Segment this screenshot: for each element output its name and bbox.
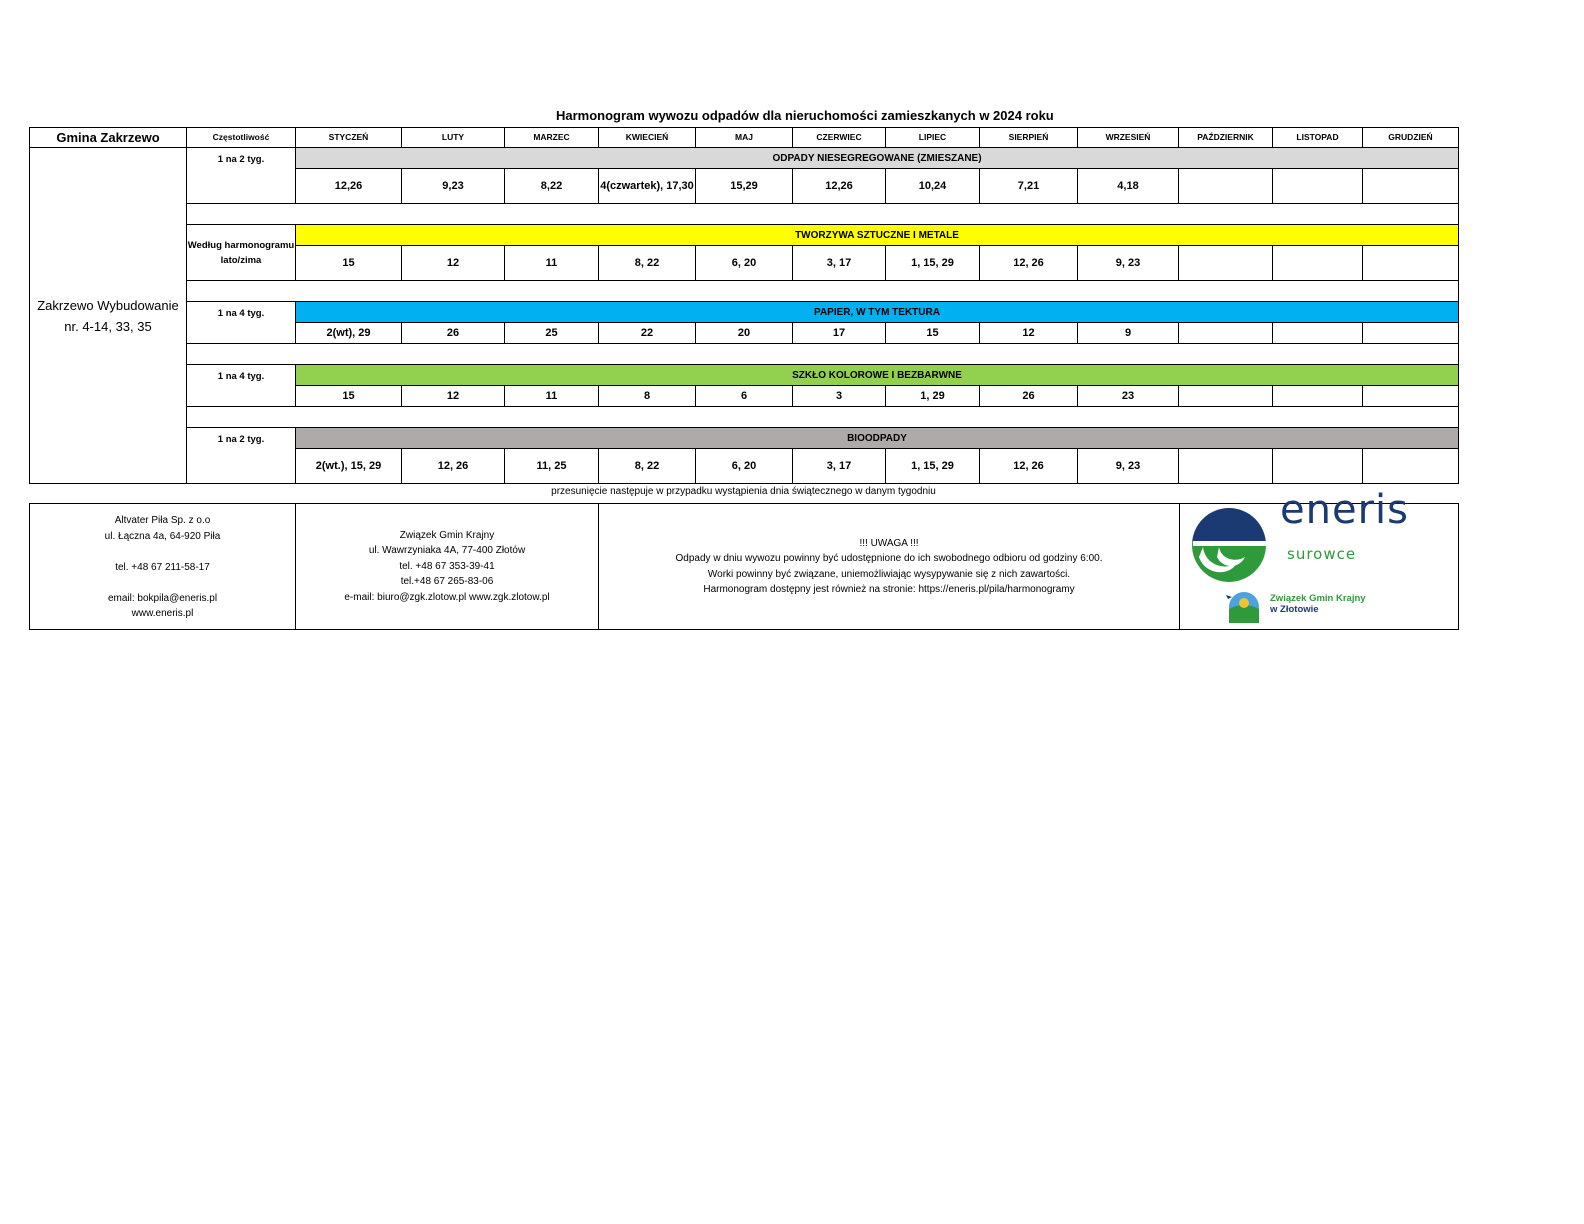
- altvater-address: ul. Łączna 4a, 64-920 Piła: [104, 530, 221, 542]
- pickup-dates-cell: 6, 20: [696, 449, 793, 484]
- waste-category-band: BIOODPADY: [296, 428, 1459, 449]
- schedule-table: [29, 127, 1459, 484]
- pickup-dates-cell: [1363, 386, 1459, 407]
- warning-line-1: Odpady w dniu wywozu powinny być udostępnione do ich swobodnego odbioru od godziny 6:00.: [675, 553, 1103, 564]
- section-label-row: [30, 365, 1459, 386]
- location-cell: Zakrzewo Wybudowanie nr. 4-14, 33, 35: [30, 148, 187, 484]
- altvater-email[interactable]: email: bokpila@eneris.pl: [107, 592, 218, 604]
- pickup-dates-cell: [1363, 246, 1459, 281]
- pickup-dates-cell: 1, 29: [886, 386, 980, 407]
- month-header: MAJ: [696, 128, 793, 148]
- pickup-dates-cell: [1179, 386, 1273, 407]
- pickup-dates-cell: 12: [402, 246, 505, 281]
- pickup-dates-cell: 26: [402, 323, 505, 344]
- spacer-cell: [187, 204, 1459, 225]
- waste-category-band: TWORZYWA SZTUCZNE I METALE: [296, 225, 1459, 246]
- pickup-dates-cell: [1273, 169, 1363, 204]
- pickup-dates-cell: 9, 23: [1078, 246, 1179, 281]
- holiday-shift-note: przesunięcie następuje w przypadku wystąpienia dnia świątecznego w danym tygodniu: [551, 486, 936, 497]
- spacer-row: [30, 281, 1459, 302]
- frequency-header: Częstotliwość: [187, 128, 296, 148]
- pickup-dates-cell: 12,26: [793, 169, 886, 204]
- pickup-dates-cell: [1179, 449, 1273, 484]
- pickup-dates-cell: 12, 26: [980, 449, 1078, 484]
- month-header: LIPIEC: [886, 128, 980, 148]
- pickup-dates-cell: 12, 26: [980, 246, 1078, 281]
- pickup-dates-cell: 9,23: [402, 169, 505, 204]
- pickup-dates-cell: 17: [793, 323, 886, 344]
- zgk-address: ul. Wawrzyniaka 4A, 77-400 Złotów: [368, 545, 526, 557]
- pickup-dates-cell: 12: [980, 323, 1078, 344]
- pickup-dates-cell: 12,26: [296, 169, 402, 204]
- eneris-brand: eneris: [1280, 486, 1409, 533]
- pickup-dates-cell: [1363, 169, 1459, 204]
- pickup-dates-cell: 3: [793, 386, 886, 407]
- month-header: PAŹDZIERNIK: [1179, 128, 1273, 148]
- pickup-dates-cell: 15: [296, 386, 402, 407]
- pickup-dates-cell: 11: [505, 246, 599, 281]
- section-label-row: [30, 302, 1459, 323]
- month-header: LISTOPAD: [1273, 128, 1363, 148]
- waste-category-band: SZKŁO KOLOROWE I BEZBARWNE: [296, 365, 1459, 386]
- zgk-contact: [296, 504, 599, 630]
- pickup-dates-cell: 8, 22: [599, 246, 696, 281]
- zgk-name: Związek Gmin Krajny: [399, 529, 495, 541]
- month-header: KWIECIEŃ: [599, 128, 696, 148]
- eneris-subbrand: surowce: [1287, 544, 1357, 563]
- frequency-cell: Według harmonogramu lato/zima: [187, 225, 296, 281]
- section-label-row: [30, 225, 1459, 246]
- pickup-dates-cell: 11: [505, 386, 599, 407]
- frequency-cell: 1 na 2 tyg.: [187, 428, 296, 484]
- spacer-cell: [187, 281, 1459, 302]
- warning-line-3: Harmonogram dostępny jest również na stronie: https://eneris.pl/pila/harmonogramy: [703, 584, 1075, 595]
- pickup-dates-cell: 12: [402, 386, 505, 407]
- altvater-contact: [30, 504, 296, 630]
- altvater-name: Altvater Piła Sp. z o.o: [114, 515, 211, 526]
- logos-cell: [1180, 486, 1459, 630]
- month-header: WRZESIEŃ: [1078, 128, 1179, 148]
- pickup-dates-cell: 1, 15, 29: [886, 246, 980, 281]
- month-header: MARZEC: [505, 128, 599, 148]
- pickup-dates-cell: [1273, 323, 1363, 344]
- pickup-dates-cell: 25: [505, 323, 599, 344]
- month-header: STYCZEŃ: [296, 128, 402, 148]
- header-row: [30, 128, 1459, 148]
- spacer-cell: [187, 407, 1459, 428]
- pickup-dates-cell: 3, 17: [793, 246, 886, 281]
- pickup-dates-cell: [1363, 323, 1459, 344]
- warning-box: [599, 504, 1180, 630]
- waste-category-band: PAPIER, W TYM TEKTURA: [296, 302, 1459, 323]
- pickup-dates-cell: 4,18: [1078, 169, 1179, 204]
- pickup-dates-cell: 2(wt), 29: [296, 323, 402, 344]
- pickup-dates-cell: 8,22: [505, 169, 599, 204]
- pickup-dates-cell: [1179, 323, 1273, 344]
- warning-heading: !!! UWAGA !!!: [859, 537, 919, 549]
- pickup-dates-cell: 6: [696, 386, 793, 407]
- pickup-dates-cell: 9, 23: [1078, 449, 1179, 484]
- altvater-website[interactable]: www.eneris.pl: [131, 608, 194, 619]
- pickup-dates-cell: 20: [696, 323, 793, 344]
- document-title: Harmonogram wywozu odpadów dla nieruchomości zamieszkanych w 2024 roku: [556, 108, 1054, 123]
- pickup-dates-cell: 3, 17: [793, 449, 886, 484]
- pickup-dates-cell: 6, 20: [696, 246, 793, 281]
- spacer-row: [30, 407, 1459, 428]
- pickup-dates-cell: [1363, 449, 1459, 484]
- zgk-logo-icon: [1224, 589, 1264, 623]
- pickup-dates-cell: [1179, 169, 1273, 204]
- month-header: SIERPIEŃ: [980, 128, 1078, 148]
- pickup-dates-cell: [1273, 246, 1363, 281]
- zgk-email-website[interactable]: e-mail: biuro@zgk.zlotow.pl www.zgk.zlotow.pl: [344, 591, 550, 603]
- pickup-dates-cell: 1, 15, 29: [886, 449, 980, 484]
- pickup-dates-cell: [1273, 449, 1363, 484]
- pickup-dates-cell: 11, 25: [505, 449, 599, 484]
- zgk-phone-2: tel.+48 67 265-83-06: [400, 576, 494, 588]
- pickup-dates-cell: 15: [886, 323, 980, 344]
- zgk-logo-text: [1270, 593, 1366, 615]
- pickup-dates-cell: 15: [296, 246, 402, 281]
- section-label-row: [30, 148, 1459, 169]
- warning-line-2: Worki powinny być związane, uniemożliwiając wysypywanie się z nich zawartości.: [707, 568, 1071, 580]
- section-label-row: [30, 428, 1459, 449]
- frequency-cell: 1 na 4 tyg.: [187, 365, 296, 407]
- gmina-header: Gmina Zakrzewo: [30, 128, 187, 148]
- pickup-dates-cell: 7,21: [980, 169, 1078, 204]
- pickup-dates-cell: 2(wt.), 15, 29: [296, 449, 402, 484]
- eneris-logo-icon: [1189, 507, 1273, 587]
- month-header: CZERWIEC: [793, 128, 886, 148]
- frequency-cell: 1 na 4 tyg.: [187, 302, 296, 344]
- zgk-logo-line-1: Związek Gmin Krajny: [1270, 592, 1366, 604]
- month-header: GRUDZIEŃ: [1363, 128, 1459, 148]
- waste-category-band: ODPADY NIESEGREGOWANE (ZMIESZANE): [296, 148, 1459, 169]
- spacer-row: [30, 344, 1459, 365]
- pickup-dates-cell: 8: [599, 386, 696, 407]
- spacer-cell: [187, 344, 1459, 365]
- pickup-dates-cell: 22: [599, 323, 696, 344]
- frequency-cell: 1 na 2 tyg.: [187, 148, 296, 204]
- pickup-dates-cell: 9: [1078, 323, 1179, 344]
- pickup-dates-cell: 4(czwartek), 17,30: [599, 169, 696, 204]
- month-header: LUTY: [402, 128, 505, 148]
- pickup-dates-cell: 10,24: [886, 169, 980, 204]
- pickup-dates-cell: 26: [980, 386, 1078, 407]
- spacer-row: [30, 204, 1459, 225]
- pickup-dates-cell: 23: [1078, 386, 1179, 407]
- pickup-dates-cell: 12, 26: [402, 449, 505, 484]
- pickup-dates-cell: [1179, 246, 1273, 281]
- altvater-phone: tel. +48 67 211-58-17: [115, 561, 210, 573]
- pickup-dates-cell: 15,29: [696, 169, 793, 204]
- pickup-dates-cell: [1273, 386, 1363, 407]
- pickup-dates-cell: 8, 22: [599, 449, 696, 484]
- zgk-phone-1: tel. +48 67 353-39-41: [399, 560, 495, 572]
- zgk-logo-line-2: w Złotowie: [1270, 603, 1319, 615]
